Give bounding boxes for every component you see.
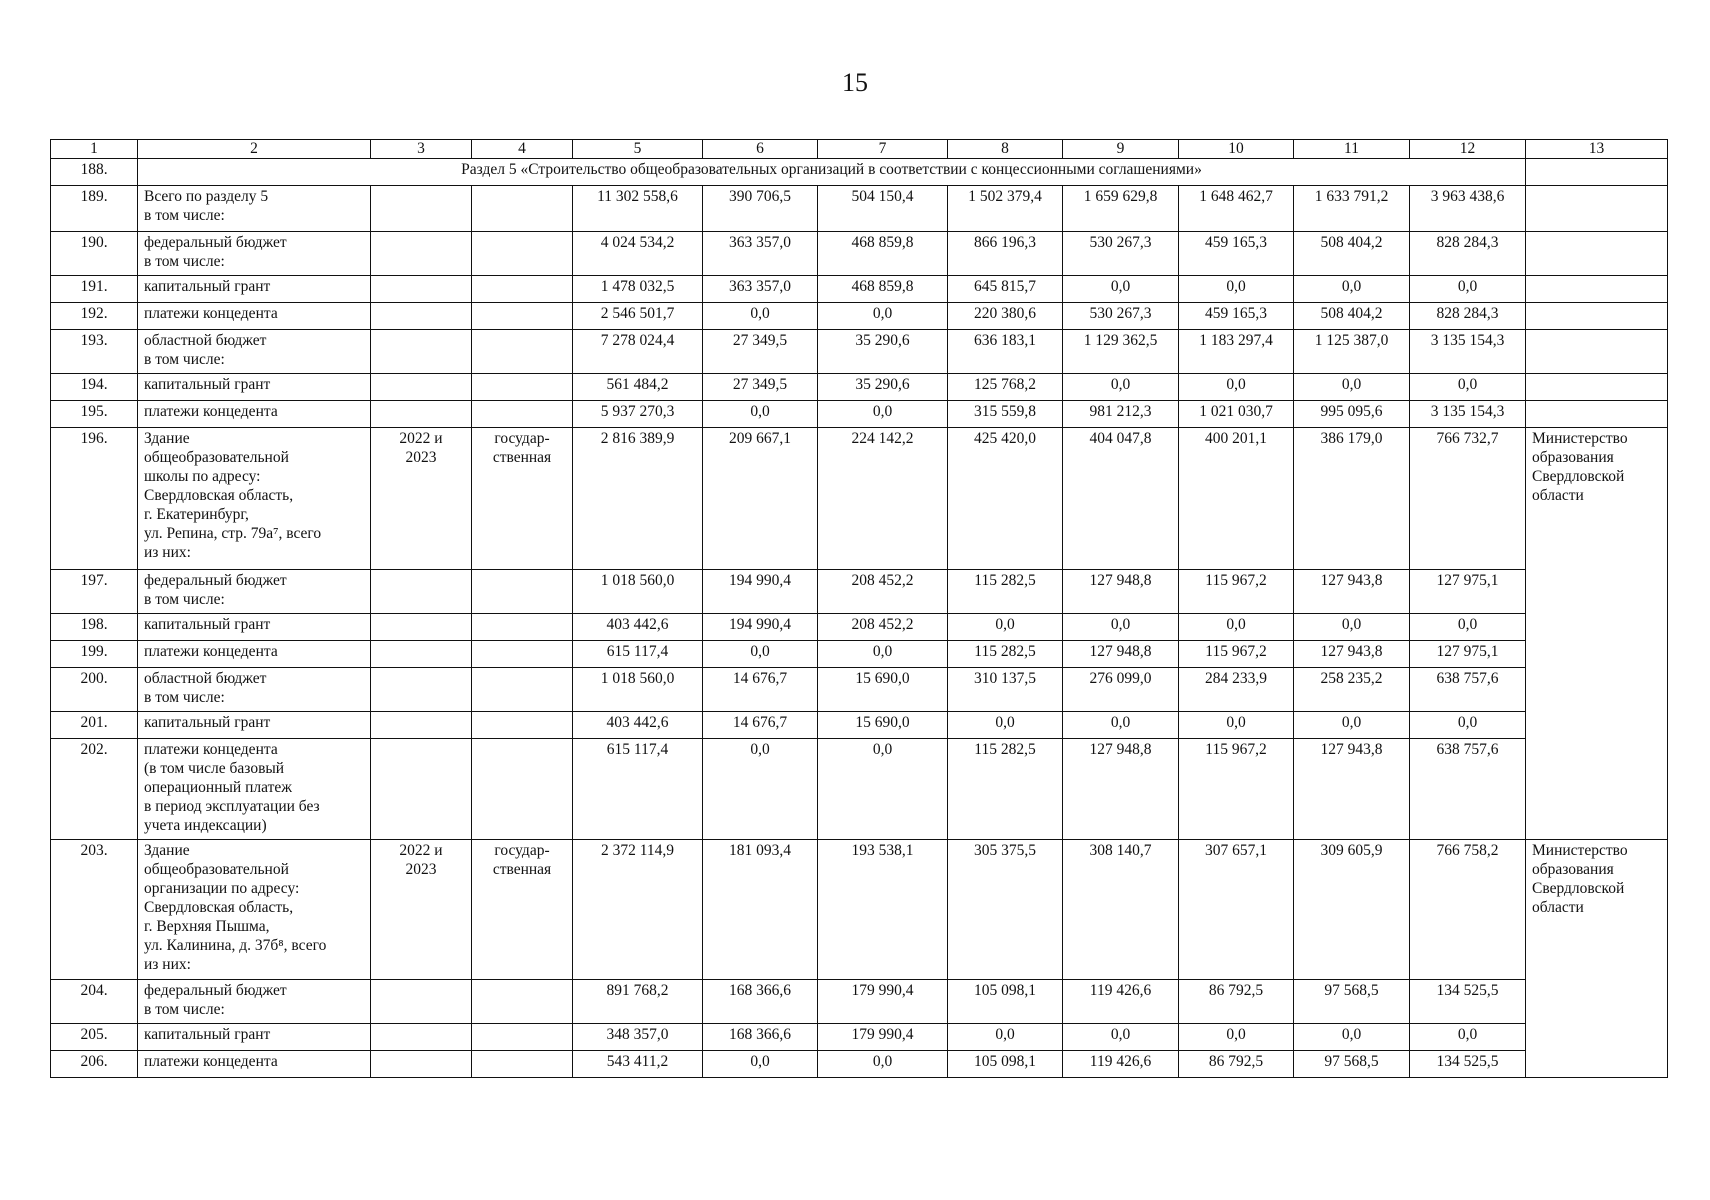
table-row — [51, 276, 1668, 303]
empty-cell — [1526, 159, 1668, 186]
row-value: 404 047,8 — [1063, 428, 1179, 570]
row-value: 14 676,7 — [703, 712, 818, 739]
row-value: 307 657,1 — [1179, 840, 1294, 980]
row-value: 308 140,7 — [1063, 840, 1179, 980]
row-value: 97 568,5 — [1294, 980, 1410, 1024]
row-value: 0,0 — [1179, 614, 1294, 641]
row-type — [472, 614, 573, 641]
row-value: 981 212,3 — [1063, 401, 1179, 428]
row-value: 766 732,7 — [1410, 428, 1526, 570]
row-value: 0,0 — [1410, 276, 1526, 303]
row-value: 0,0 — [703, 641, 818, 668]
row-value: 0,0 — [1063, 374, 1179, 401]
row-value: 0,0 — [1294, 712, 1410, 739]
row-value: 224 142,2 — [818, 428, 948, 570]
row-value: 208 452,2 — [818, 614, 948, 641]
row-value: 127 975,1 — [1410, 641, 1526, 668]
row-value: 194 990,4 — [703, 570, 818, 614]
section-row — [51, 159, 1668, 186]
table-row — [51, 641, 1668, 668]
table-row — [51, 668, 1668, 712]
row-value: 530 267,3 — [1063, 232, 1179, 276]
row-number: 195. — [51, 401, 138, 428]
row-value: 1 018 560,0 — [573, 668, 703, 712]
row-value: 3 135 154,3 — [1410, 330, 1526, 374]
column-number: 13 — [1526, 140, 1668, 159]
row-years — [371, 641, 472, 668]
row-value: 638 757,6 — [1410, 739, 1526, 840]
row-value: 179 990,4 — [818, 1024, 948, 1051]
table-row — [51, 739, 1668, 840]
row-value: 1 183 297,4 — [1179, 330, 1294, 374]
row-years — [371, 668, 472, 712]
row-name: федеральный бюджет в том числе: — [138, 570, 371, 614]
row-type — [472, 570, 573, 614]
row-value: 0,0 — [818, 641, 948, 668]
row-value: 1 648 462,7 — [1179, 186, 1294, 232]
row-name: капитальный грант — [138, 712, 371, 739]
row-name: Здание общеобразовательной школы по адресу: Свердловская область, г. Екатеринбург, ул. Репина, стр. 79а⁷, всего из них: — [138, 428, 371, 570]
row-value: 119 426,6 — [1063, 980, 1179, 1024]
column-number: 8 — [948, 140, 1063, 159]
row-years: 2022 и 2023 — [371, 428, 472, 570]
column-number: 3 — [371, 140, 472, 159]
row-value: 193 538,1 — [818, 840, 948, 980]
row-value: 1 129 362,5 — [1063, 330, 1179, 374]
row-value: 0,0 — [818, 739, 948, 840]
row-value: 828 284,3 — [1410, 303, 1526, 330]
row-value: 315 559,8 — [948, 401, 1063, 428]
row-number: 196. — [51, 428, 138, 570]
row-value: 0,0 — [818, 1051, 948, 1078]
row-value: 4 024 534,2 — [573, 232, 703, 276]
row-value: 11 302 558,6 — [573, 186, 703, 232]
table-row — [51, 303, 1668, 330]
table-row — [51, 401, 1668, 428]
row-years — [371, 739, 472, 840]
row-name: Здание общеобразовательной организации по адресу: Свердловская область, г. Верхняя Пышма, ул. Калинина, д. 37б⁸, всего из них: — [138, 840, 371, 980]
row-years — [371, 276, 472, 303]
row-value: 403 442,6 — [573, 712, 703, 739]
row-type — [472, 1051, 573, 1078]
column-number: 4 — [472, 140, 573, 159]
row-value: 127 948,8 — [1063, 739, 1179, 840]
table-row — [51, 570, 1668, 614]
row-name: капитальный грант — [138, 1024, 371, 1051]
column-number: 11 — [1294, 140, 1410, 159]
row-value: 390 706,5 — [703, 186, 818, 232]
row-value: 0,0 — [703, 739, 818, 840]
row-value: 14 676,7 — [703, 668, 818, 712]
row-name: капитальный грант — [138, 276, 371, 303]
row-name: платежи концедента — [138, 641, 371, 668]
row-value: 636 183,1 — [948, 330, 1063, 374]
row-value: 530 267,3 — [1063, 303, 1179, 330]
row-number: 201. — [51, 712, 138, 739]
row-value: 105 098,1 — [948, 1051, 1063, 1078]
row-value: 2 816 389,9 — [573, 428, 703, 570]
row-name: капитальный грант — [138, 614, 371, 641]
row-value: 0,0 — [703, 1051, 818, 1078]
row-years — [371, 232, 472, 276]
column-number: 7 — [818, 140, 948, 159]
row-value: 0,0 — [1179, 1024, 1294, 1051]
row-type — [472, 232, 573, 276]
row-number: 189. — [51, 186, 138, 232]
row-type — [472, 668, 573, 712]
row-name: областной бюджет в том числе: — [138, 330, 371, 374]
row-value: 2 372 114,9 — [573, 840, 703, 980]
row-value: 363 357,0 — [703, 276, 818, 303]
row-type — [472, 712, 573, 739]
row-value: 645 815,7 — [948, 276, 1063, 303]
row-value: 168 366,6 — [703, 1024, 818, 1051]
row-value: 508 404,2 — [1294, 232, 1410, 276]
table-row — [51, 1051, 1668, 1078]
row-value: 1 502 379,4 — [948, 186, 1063, 232]
row-number: 205. — [51, 1024, 138, 1051]
row-value: 0,0 — [948, 712, 1063, 739]
row-value: 0,0 — [1410, 712, 1526, 739]
row-value: 305 375,5 — [948, 840, 1063, 980]
row-value: 400 201,1 — [1179, 428, 1294, 570]
row-value: 1 021 030,7 — [1179, 401, 1294, 428]
row-value: 403 442,6 — [573, 614, 703, 641]
row-value: 115 967,2 — [1179, 570, 1294, 614]
row-type — [472, 980, 573, 1024]
row-value: 1 659 629,8 — [1063, 186, 1179, 232]
table-row — [51, 840, 1668, 980]
row-value: 168 366,6 — [703, 980, 818, 1024]
row-type — [472, 401, 573, 428]
row-value: 561 484,2 — [573, 374, 703, 401]
row-value: 127 943,8 — [1294, 739, 1410, 840]
row-value: 125 768,2 — [948, 374, 1063, 401]
row-value: 1 018 560,0 — [573, 570, 703, 614]
row-value: 27 349,5 — [703, 374, 818, 401]
row-value: 0,0 — [1063, 1024, 1179, 1051]
row-name: федеральный бюджет в том числе: — [138, 980, 371, 1024]
row-value: 119 426,6 — [1063, 1051, 1179, 1078]
row-value: 0,0 — [1294, 374, 1410, 401]
empty-cell — [1526, 401, 1668, 428]
column-number: 6 — [703, 140, 818, 159]
row-years — [371, 1024, 472, 1051]
empty-cell — [1526, 186, 1668, 232]
row-value: 0,0 — [1294, 614, 1410, 641]
row-value: 220 380,6 — [948, 303, 1063, 330]
row-value: 134 525,5 — [1410, 980, 1526, 1024]
row-value: 0,0 — [703, 401, 818, 428]
table-row — [51, 428, 1668, 570]
row-value: 348 357,0 — [573, 1024, 703, 1051]
row-name: платежи концедента (в том числе базовый операционный платеж в период эксплуатации без учета индексации) — [138, 739, 371, 840]
row-name: областной бюджет в том числе: — [138, 668, 371, 712]
row-years — [371, 330, 472, 374]
column-number: 10 — [1179, 140, 1294, 159]
row-years — [371, 712, 472, 739]
row-value: 0,0 — [1179, 712, 1294, 739]
row-number: 194. — [51, 374, 138, 401]
row-value: 181 093,4 — [703, 840, 818, 980]
row-value: 3 963 438,6 — [1410, 186, 1526, 232]
table-row — [51, 330, 1668, 374]
row-value: 0,0 — [1179, 276, 1294, 303]
empty-cell — [1526, 303, 1668, 330]
row-value: 86 792,5 — [1179, 1051, 1294, 1078]
row-value: 0,0 — [1294, 1024, 1410, 1051]
row-value: 194 990,4 — [703, 614, 818, 641]
table-row — [51, 614, 1668, 641]
row-type — [472, 186, 573, 232]
row-value: 504 150,4 — [818, 186, 948, 232]
row-name: капитальный грант — [138, 374, 371, 401]
row-value: 284 233,9 — [1179, 668, 1294, 712]
empty-cell — [1526, 276, 1668, 303]
row-name: платежи концедента — [138, 303, 371, 330]
row-number: 191. — [51, 276, 138, 303]
row-years — [371, 303, 472, 330]
row-value: 0,0 — [1063, 614, 1179, 641]
row-value: 0,0 — [1410, 374, 1526, 401]
row-value: 468 859,8 — [818, 232, 948, 276]
row-value: 0,0 — [818, 303, 948, 330]
row-value: 115 967,2 — [1179, 739, 1294, 840]
row-value: 0,0 — [1063, 712, 1179, 739]
row-value: 386 179,0 — [1294, 428, 1410, 570]
empty-cell — [1526, 330, 1668, 374]
table-row — [51, 712, 1668, 739]
row-value: 508 404,2 — [1294, 303, 1410, 330]
table-row — [51, 232, 1668, 276]
row-value: 115 967,2 — [1179, 641, 1294, 668]
row-value: 5 937 270,3 — [573, 401, 703, 428]
column-number: 2 — [138, 140, 371, 159]
table-row — [51, 186, 1668, 232]
row-value: 468 859,8 — [818, 276, 948, 303]
row-number: 203. — [51, 840, 138, 980]
row-value: 127 948,8 — [1063, 570, 1179, 614]
row-value: 276 099,0 — [1063, 668, 1179, 712]
row-value: 115 282,5 — [948, 739, 1063, 840]
row-value: 86 792,5 — [1179, 980, 1294, 1024]
row-years — [371, 570, 472, 614]
row-value: 27 349,5 — [703, 330, 818, 374]
row-type: государ- ственная — [472, 840, 573, 980]
row-type — [472, 303, 573, 330]
row-years — [371, 401, 472, 428]
row-years — [371, 1051, 472, 1078]
row-value: 766 758,2 — [1410, 840, 1526, 980]
row-value: 0,0 — [948, 1024, 1063, 1051]
row-type — [472, 374, 573, 401]
row-value: 2 546 501,7 — [573, 303, 703, 330]
row-number: 206. — [51, 1051, 138, 1078]
row-name: Всего по разделу 5 в том числе: — [138, 186, 371, 232]
row-value: 115 282,5 — [948, 570, 1063, 614]
row-number: 188. — [51, 159, 138, 186]
row-value: 310 137,5 — [948, 668, 1063, 712]
row-type — [472, 641, 573, 668]
row-name: платежи концедента — [138, 401, 371, 428]
row-years — [371, 614, 472, 641]
row-value: 0,0 — [1063, 276, 1179, 303]
row-value: 0,0 — [1410, 1024, 1526, 1051]
row-value: 1 633 791,2 — [1294, 186, 1410, 232]
row-value: 179 990,4 — [818, 980, 948, 1024]
row-number: 198. — [51, 614, 138, 641]
row-years — [371, 980, 472, 1024]
row-value: 995 095,6 — [1294, 401, 1410, 428]
row-value: 615 117,4 — [573, 641, 703, 668]
row-value: 15 690,0 — [818, 712, 948, 739]
row-value: 3 135 154,3 — [1410, 401, 1526, 428]
row-type — [472, 739, 573, 840]
responsible-agency: Министерство образования Свердловской области — [1526, 428, 1668, 840]
row-value: 35 290,6 — [818, 374, 948, 401]
row-value: 828 284,3 — [1410, 232, 1526, 276]
page-number: 15 — [842, 68, 868, 97]
section-title: Раздел 5 «Строительство общеобразовательных организаций в соответствии с концессионными соглашениями» — [138, 159, 1526, 186]
row-value: 891 768,2 — [573, 980, 703, 1024]
row-value: 543 411,2 — [573, 1051, 703, 1078]
responsible-agency: Министерство образования Свердловской области — [1526, 840, 1668, 1078]
row-type — [472, 330, 573, 374]
empty-cell — [1526, 374, 1668, 401]
row-value: 127 975,1 — [1410, 570, 1526, 614]
row-value: 309 605,9 — [1294, 840, 1410, 980]
column-number: 5 — [573, 140, 703, 159]
column-number: 1 — [51, 140, 138, 159]
row-value: 0,0 — [1410, 614, 1526, 641]
row-number: 192. — [51, 303, 138, 330]
row-value: 7 278 024,4 — [573, 330, 703, 374]
row-value: 1 125 387,0 — [1294, 330, 1410, 374]
row-value: 115 282,5 — [948, 641, 1063, 668]
budget-table — [50, 139, 1668, 1078]
row-value: 0,0 — [703, 303, 818, 330]
row-number: 197. — [51, 570, 138, 614]
row-value: 209 667,1 — [703, 428, 818, 570]
row-value: 1 478 032,5 — [573, 276, 703, 303]
row-number: 190. — [51, 232, 138, 276]
row-value: 638 757,6 — [1410, 668, 1526, 712]
row-number: 193. — [51, 330, 138, 374]
row-value: 127 948,8 — [1063, 641, 1179, 668]
row-value: 35 290,6 — [818, 330, 948, 374]
table-row — [51, 1024, 1668, 1051]
row-value: 363 357,0 — [703, 232, 818, 276]
table-row — [51, 980, 1668, 1024]
row-value: 208 452,2 — [818, 570, 948, 614]
row-value: 0,0 — [1294, 276, 1410, 303]
row-value: 459 165,3 — [1179, 303, 1294, 330]
row-years: 2022 и 2023 — [371, 840, 472, 980]
row-type — [472, 276, 573, 303]
row-value: 459 165,3 — [1179, 232, 1294, 276]
row-number: 199. — [51, 641, 138, 668]
row-type — [472, 1024, 573, 1051]
row-years — [371, 374, 472, 401]
row-number: 200. — [51, 668, 138, 712]
row-value: 615 117,4 — [573, 739, 703, 840]
row-type: государ- ственная — [472, 428, 573, 570]
row-value: 0,0 — [1179, 374, 1294, 401]
row-value: 0,0 — [818, 401, 948, 428]
column-number: 12 — [1410, 140, 1526, 159]
column-number-row — [51, 140, 1668, 159]
row-value: 105 098,1 — [948, 980, 1063, 1024]
row-number: 202. — [51, 739, 138, 840]
row-value: 127 943,8 — [1294, 570, 1410, 614]
row-name: платежи концедента — [138, 1051, 371, 1078]
row-name: федеральный бюджет в том числе: — [138, 232, 371, 276]
row-value: 134 525,5 — [1410, 1051, 1526, 1078]
empty-cell — [1526, 232, 1668, 276]
row-value: 15 690,0 — [818, 668, 948, 712]
row-value: 127 943,8 — [1294, 641, 1410, 668]
table-row — [51, 374, 1668, 401]
row-years — [371, 186, 472, 232]
row-number: 204. — [51, 980, 138, 1024]
row-value: 97 568,5 — [1294, 1051, 1410, 1078]
row-value: 0,0 — [948, 614, 1063, 641]
row-value: 866 196,3 — [948, 232, 1063, 276]
column-number: 9 — [1063, 140, 1179, 159]
row-value: 425 420,0 — [948, 428, 1063, 570]
row-value: 258 235,2 — [1294, 668, 1410, 712]
